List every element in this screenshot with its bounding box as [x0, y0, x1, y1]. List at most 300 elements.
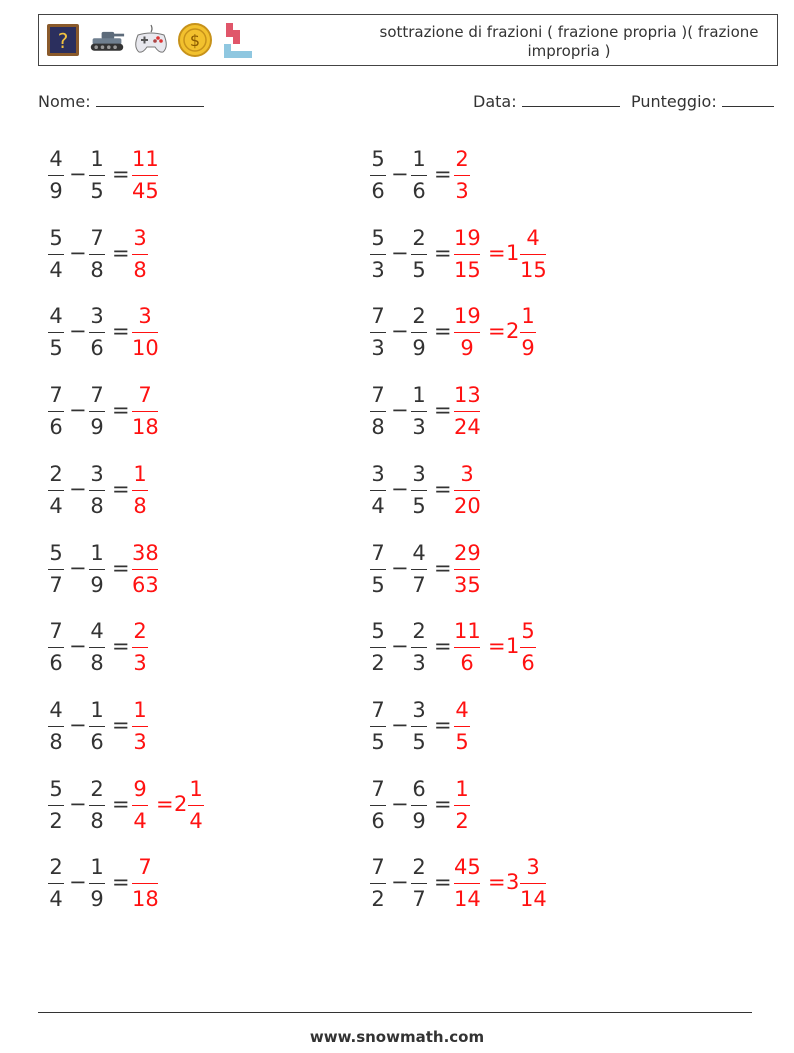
answer-fraction-bar: [454, 254, 480, 255]
minuend-fraction-numerator: 7: [371, 855, 385, 880]
minuend-fraction-denominator: 9: [49, 179, 63, 203]
problem-item: [48, 775, 378, 841]
answer-fraction-denominator: 8: [133, 493, 147, 518]
equals-sign: =: [434, 634, 452, 659]
subtrahend-fraction-bar: [89, 726, 105, 727]
answer-fraction: [132, 224, 148, 284]
answer-fraction-denominator: 5: [455, 729, 469, 754]
answer-fraction-denominator: 18: [132, 887, 159, 912]
mixed-whole-number: 2: [174, 791, 188, 816]
minuend-fraction: [370, 302, 386, 362]
subtrahend-fraction-denominator: 9: [412, 808, 426, 833]
mixed-fraction-bar: [520, 883, 546, 884]
answer-fraction-denominator: 14: [454, 887, 481, 912]
mixed-fraction-denominator: 14: [520, 887, 547, 912]
minuend-fraction-bar: [370, 883, 386, 884]
minuend-fraction: [370, 460, 386, 520]
mixed-fraction-denominator: 4: [189, 808, 203, 833]
minuend-fraction-denominator: 7: [49, 572, 63, 597]
minuend-fraction-numerator: 5: [49, 225, 63, 250]
minuend-fraction-numerator: 7: [371, 304, 385, 329]
minuend-fraction: [370, 617, 386, 677]
subtrahend-fraction: [89, 617, 105, 677]
mixed-whole-number: 1: [506, 634, 520, 659]
minuend-fraction: [48, 853, 64, 913]
subtrahend-fraction-bar: [411, 411, 427, 412]
subtrahend-fraction-bar: [411, 332, 427, 333]
minuend-fraction-denominator: 3: [371, 257, 385, 282]
subtrahend-fraction: [411, 696, 427, 756]
answer-fraction-bar: [454, 569, 480, 570]
minuend-fraction-denominator: 3: [371, 336, 385, 361]
answer-equals-sign: =: [488, 634, 506, 659]
problem-item: [370, 853, 700, 919]
minus-sign: −: [391, 634, 409, 659]
mixed-fraction-denominator: 6: [521, 651, 535, 676]
minuend-fraction: [370, 539, 386, 599]
minuend-fraction-bar: [48, 411, 64, 412]
equals-sign: =: [112, 476, 130, 501]
minuend-fraction-denominator: 5: [49, 336, 63, 361]
minuend-fraction: [370, 696, 386, 756]
minus-sign: −: [391, 240, 409, 265]
answer-fraction-numerator: 4: [455, 697, 469, 722]
subtrahend-fraction-numerator: 4: [90, 619, 104, 644]
worksheet-title: sottrazione di frazioni ( frazione propria )( frazione impropria ): [379, 23, 759, 60]
answer-equals-sign: =: [488, 870, 506, 895]
answer-fraction-bar: [132, 805, 148, 806]
subtrahend-fraction-numerator: 3: [412, 697, 426, 722]
minuend-fraction-denominator: 4: [49, 493, 63, 518]
subtrahend-fraction-numerator: 3: [90, 461, 104, 486]
score-line: [722, 94, 774, 107]
subtrahend-fraction-numerator: 2: [412, 855, 426, 880]
minuend-fraction: [48, 460, 64, 520]
header-icons: [45, 21, 257, 59]
problem-item: [48, 460, 378, 526]
answer-fraction-numerator: 11: [454, 619, 481, 644]
subtrahend-fraction-numerator: 1: [412, 383, 426, 408]
equals-sign: =: [112, 240, 130, 265]
minuend-fraction-bar: [370, 175, 386, 176]
subtrahend-fraction-bar: [411, 254, 427, 255]
subtrahend-fraction-numerator: 1: [412, 147, 426, 171]
answer-fraction-bar: [132, 726, 148, 727]
answer-fraction-denominator: 45: [132, 179, 159, 203]
minuend-fraction: [370, 145, 386, 205]
subtrahend-fraction-bar: [411, 175, 427, 176]
answer-fraction: [132, 302, 158, 362]
minuend-fraction-numerator: 5: [371, 225, 385, 250]
answer-fraction-bar: [454, 490, 480, 491]
answer-fraction-bar: [132, 647, 148, 648]
answer-fraction-denominator: 24: [454, 415, 481, 440]
answer-fraction-bar: [454, 175, 470, 176]
answer-fraction-numerator: 3: [460, 461, 474, 486]
minus-sign: −: [69, 398, 87, 423]
minus-sign: −: [69, 162, 87, 186]
answer-fraction-denominator: 10: [132, 336, 159, 361]
answer-fraction-numerator: 1: [455, 776, 469, 801]
problem-item: [370, 617, 700, 683]
minuend-fraction-numerator: 2: [49, 855, 63, 880]
answer-fraction-denominator: 6: [460, 651, 474, 676]
date-label: Data:: [473, 92, 517, 111]
subtrahend-fraction: [411, 381, 427, 441]
subtrahend-fraction-bar: [89, 490, 105, 491]
minuend-fraction-bar: [48, 805, 64, 806]
minus-sign: −: [69, 712, 87, 737]
answer-fraction: [454, 381, 480, 441]
subtrahend-fraction: [89, 696, 105, 756]
problem-item: [48, 302, 378, 368]
minuend-fraction-numerator: 7: [371, 540, 385, 565]
subtrahend-fraction-numerator: 2: [412, 225, 426, 250]
problem-item: [48, 617, 378, 683]
subtrahend-fraction-denominator: 6: [90, 336, 104, 361]
minus-sign: −: [69, 319, 87, 344]
problem-item: [48, 381, 378, 447]
answer-fraction-numerator: 38: [132, 540, 159, 565]
problem-item: [48, 145, 378, 211]
answer-fraction-bar: [132, 254, 148, 255]
minuend-fraction-bar: [48, 647, 64, 648]
mixed-fraction-numerator: 3: [526, 855, 540, 880]
date-line: [522, 94, 620, 107]
score-label: Punteggio:: [631, 92, 717, 111]
subtrahend-fraction: [89, 539, 105, 599]
minuend-fraction-numerator: 7: [371, 383, 385, 408]
answer-fraction-bar: [454, 647, 480, 648]
subtrahend-fraction-numerator: 2: [412, 619, 426, 644]
mixed-fraction-numerator: 1: [521, 304, 535, 329]
subtrahend-fraction: [411, 224, 427, 284]
tetris-blocks-icon: [221, 21, 257, 59]
answer-fraction-bar: [454, 883, 480, 884]
answer-fraction-bar: [132, 883, 158, 884]
subtrahend-fraction-numerator: 1: [90, 697, 104, 722]
svg-text:$: $: [189, 31, 201, 50]
subtrahend-fraction: [411, 617, 427, 677]
dollar-coin-icon: [177, 21, 213, 59]
answer-fraction-denominator: 3: [133, 729, 147, 754]
problem-item: [48, 224, 378, 290]
mixed-fraction-denominator: 15: [520, 257, 547, 282]
subtrahend-fraction: [411, 539, 427, 599]
subtrahend-fraction-numerator: 1: [90, 147, 104, 171]
footer-site: www.snowmath.com: [309, 1028, 485, 1046]
svg-text:?: ?: [57, 29, 69, 53]
answer-fraction-bar: [454, 726, 470, 727]
subtrahend-fraction-denominator: 9: [90, 572, 104, 597]
problem-item: [48, 696, 378, 762]
equals-sign: =: [434, 791, 452, 816]
answer-fraction: [454, 539, 480, 599]
minuend-fraction-bar: [370, 569, 386, 570]
subtrahend-fraction: [411, 460, 427, 520]
answer-fraction: [132, 381, 158, 441]
answer-fraction: [132, 145, 158, 205]
minuend-fraction-numerator: 5: [49, 540, 63, 565]
mixed-fraction-numerator: 1: [189, 776, 203, 801]
subtrahend-fraction-denominator: 9: [412, 336, 426, 361]
equals-sign: =: [434, 319, 452, 344]
mixed-fraction: [520, 224, 546, 284]
minuend-fraction-bar: [48, 569, 64, 570]
minuend-fraction-denominator: 5: [371, 729, 385, 754]
answer-fraction: [132, 539, 158, 599]
subtrahend-fraction-bar: [411, 647, 427, 648]
answer-fraction-numerator: 11: [132, 147, 159, 171]
minuend-fraction: [48, 145, 64, 205]
subtrahend-fraction-numerator: 4: [412, 540, 426, 565]
subtrahend-fraction-denominator: 5: [412, 257, 426, 282]
problem-item: [370, 775, 700, 841]
minuend-fraction: [370, 381, 386, 441]
minus-sign: −: [391, 398, 409, 423]
problem-item: [370, 460, 700, 526]
minus-sign: −: [69, 476, 87, 501]
equals-sign: =: [112, 712, 130, 737]
mixed-fraction-bar: [520, 254, 546, 255]
answer-fraction-denominator: 4: [133, 808, 147, 833]
minuend-fraction-numerator: 7: [49, 619, 63, 644]
answer-fraction-numerator: 3: [138, 304, 152, 329]
answer-fraction: [454, 775, 470, 835]
answer-fraction-bar: [132, 411, 158, 412]
answer-fraction-numerator: 3: [133, 225, 147, 250]
subtrahend-fraction-numerator: 3: [90, 304, 104, 329]
minuend-fraction: [370, 775, 386, 835]
mixed-fraction: [520, 302, 536, 362]
answer-fraction: [132, 696, 148, 756]
minuend-fraction-denominator: 2: [371, 651, 385, 676]
minuend-fraction-bar: [48, 490, 64, 491]
minuend-fraction: [48, 775, 64, 835]
equals-sign: =: [434, 240, 452, 265]
minuend-fraction-bar: [370, 805, 386, 806]
answer-fraction: [454, 696, 470, 756]
subtrahend-fraction-bar: [411, 569, 427, 570]
answer-fraction-numerator: 1: [133, 461, 147, 486]
tank-icon: [89, 21, 125, 59]
answer-fraction-denominator: 18: [132, 415, 159, 440]
subtrahend-fraction: [411, 853, 427, 913]
equals-sign: =: [112, 162, 130, 186]
subtrahend-fraction-numerator: 1: [90, 855, 104, 880]
footer-divider: [38, 1012, 752, 1013]
minus-sign: −: [69, 791, 87, 816]
minuend-fraction-numerator: 5: [371, 619, 385, 644]
answer-fraction-numerator: 2: [133, 619, 147, 644]
subtrahend-fraction-denominator: 5: [412, 493, 426, 518]
equals-sign: =: [434, 476, 452, 501]
minus-sign: −: [391, 555, 409, 580]
minus-sign: −: [391, 712, 409, 737]
answer-fraction-numerator: 29: [454, 540, 481, 565]
answer-fraction-denominator: 2: [455, 808, 469, 833]
subtrahend-fraction: [89, 302, 105, 362]
answer-fraction-denominator: 3: [455, 179, 469, 203]
subtrahend-fraction-denominator: 5: [412, 729, 426, 754]
subtrahend-fraction-denominator: 5: [90, 179, 104, 203]
equals-sign: =: [112, 319, 130, 344]
subtrahend-fraction: [89, 460, 105, 520]
minuend-fraction-numerator: 3: [371, 461, 385, 486]
answer-fraction: [132, 775, 148, 835]
answer-fraction-numerator: 19: [454, 225, 481, 250]
minuend-fraction-denominator: 8: [49, 729, 63, 754]
minuend-fraction-denominator: 4: [49, 887, 63, 912]
subtrahend-fraction-bar: [89, 332, 105, 333]
subtrahend-fraction-denominator: 3: [412, 415, 426, 440]
equals-sign: =: [112, 791, 130, 816]
subtrahend-fraction-bar: [89, 411, 105, 412]
subtrahend-fraction: [89, 224, 105, 284]
minuend-fraction: [48, 696, 64, 756]
minuend-fraction-numerator: 7: [371, 697, 385, 722]
subtrahend-fraction: [89, 853, 105, 913]
answer-equals-sign: =: [488, 319, 506, 344]
answer-fraction-numerator: 13: [454, 383, 481, 408]
name-field: [38, 92, 204, 111]
mixed-fraction-denominator: 9: [521, 336, 535, 361]
equals-sign: =: [112, 634, 130, 659]
subtrahend-fraction-denominator: 9: [90, 887, 104, 912]
problem-item: [370, 302, 700, 368]
minuend-fraction-numerator: 4: [49, 147, 63, 171]
subtrahend-fraction-denominator: 8: [90, 257, 104, 282]
question-block-icon: [45, 21, 81, 59]
answer-fraction: [454, 224, 480, 284]
mixed-fraction-numerator: 5: [521, 619, 535, 644]
subtrahend-fraction-numerator: 7: [90, 225, 104, 250]
minuend-fraction-bar: [370, 332, 386, 333]
minuend-fraction-numerator: 4: [49, 304, 63, 329]
subtrahend-fraction-numerator: 2: [412, 304, 426, 329]
answer-fraction: [132, 460, 148, 520]
subtrahend-fraction-denominator: 8: [90, 808, 104, 833]
subtrahend-fraction-bar: [411, 883, 427, 884]
answer-fraction: [132, 617, 148, 677]
subtrahend-fraction-numerator: 6: [412, 776, 426, 801]
minus-sign: −: [69, 240, 87, 265]
answer-fraction-denominator: 8: [133, 257, 147, 282]
answer-fraction-bar: [454, 411, 480, 412]
minus-sign: −: [391, 476, 409, 501]
answer-equals-sign: =: [156, 791, 174, 816]
problem-item: [370, 539, 700, 605]
subtrahend-fraction: [89, 775, 105, 835]
equals-sign: =: [112, 555, 130, 580]
equals-sign: =: [112, 398, 130, 423]
minuend-fraction-bar: [48, 332, 64, 333]
equals-sign: =: [112, 870, 130, 895]
minuend-fraction-numerator: 5: [49, 776, 63, 801]
minuend-fraction-numerator: 2: [49, 461, 63, 486]
answer-fraction: [132, 853, 158, 913]
minuend-fraction: [48, 617, 64, 677]
subtrahend-fraction-denominator: 7: [412, 887, 426, 912]
problem-item: [370, 381, 700, 447]
minuend-fraction: [48, 381, 64, 441]
subtrahend-fraction: [411, 302, 427, 362]
subtrahend-fraction: [89, 381, 105, 441]
answer-fraction: [454, 302, 480, 362]
equals-sign: =: [434, 870, 452, 895]
answer-fraction-denominator: 9: [460, 336, 474, 361]
answer-fraction-denominator: 63: [132, 572, 159, 597]
minuend-fraction-bar: [370, 254, 386, 255]
answer-fraction-numerator: 19: [454, 304, 481, 329]
answer-fraction-numerator: 7: [138, 383, 152, 408]
mixed-fraction: [188, 775, 204, 835]
answer-fraction-bar: [132, 332, 158, 333]
answer-fraction-bar: [454, 805, 470, 806]
minuend-fraction-denominator: 5: [371, 572, 385, 597]
minuend-fraction-bar: [48, 175, 64, 176]
mixed-fraction-numerator: 4: [526, 225, 540, 250]
answer-equals-sign: =: [488, 240, 506, 265]
minuend-fraction-bar: [48, 726, 64, 727]
minus-sign: −: [391, 870, 409, 895]
subtrahend-fraction: [89, 145, 105, 205]
equals-sign: =: [434, 162, 452, 186]
minuend-fraction-denominator: 2: [371, 887, 385, 912]
subtrahend-fraction-denominator: 9: [90, 415, 104, 440]
minus-sign: −: [391, 162, 409, 186]
problem-item: [370, 145, 700, 211]
subtrahend-fraction-bar: [89, 647, 105, 648]
answer-fraction-numerator: 7: [138, 855, 152, 880]
subtrahend-fraction-denominator: 3: [412, 651, 426, 676]
subtrahend-fraction-bar: [411, 490, 427, 491]
minus-sign: −: [69, 870, 87, 895]
subtrahend-fraction-bar: [89, 175, 105, 176]
minuend-fraction: [48, 302, 64, 362]
mixed-fraction-bar: [520, 647, 536, 648]
mixed-fraction: [520, 617, 536, 677]
minuend-fraction-denominator: 4: [49, 257, 63, 282]
subtrahend-fraction-denominator: 8: [90, 651, 104, 676]
mixed-fraction-bar: [520, 332, 536, 333]
subtrahend-fraction-bar: [89, 254, 105, 255]
minuend-fraction: [48, 539, 64, 599]
mixed-whole-number: 3: [506, 870, 520, 895]
worksheet-header: [38, 14, 778, 66]
subtrahend-fraction-bar: [89, 569, 105, 570]
minuend-fraction-denominator: 8: [371, 415, 385, 440]
answer-fraction-numerator: 1: [133, 697, 147, 722]
minuend-fraction-bar: [370, 490, 386, 491]
minus-sign: −: [69, 555, 87, 580]
subtrahend-fraction-denominator: 6: [90, 729, 104, 754]
minuend-fraction: [370, 224, 386, 284]
minuend-fraction-denominator: 6: [49, 415, 63, 440]
minuend-fraction-bar: [48, 254, 64, 255]
minuend-fraction-bar: [48, 883, 64, 884]
subtrahend-fraction-bar: [411, 805, 427, 806]
problem-item: [370, 696, 700, 762]
equals-sign: =: [434, 398, 452, 423]
minuend-fraction-numerator: 4: [49, 697, 63, 722]
equals-sign: =: [434, 555, 452, 580]
mixed-fraction-bar: [188, 805, 204, 806]
answer-fraction-numerator: 2: [455, 147, 469, 171]
answer-fraction-numerator: 45: [454, 855, 481, 880]
subtrahend-fraction-bar: [411, 726, 427, 727]
answer-fraction-bar: [454, 332, 480, 333]
